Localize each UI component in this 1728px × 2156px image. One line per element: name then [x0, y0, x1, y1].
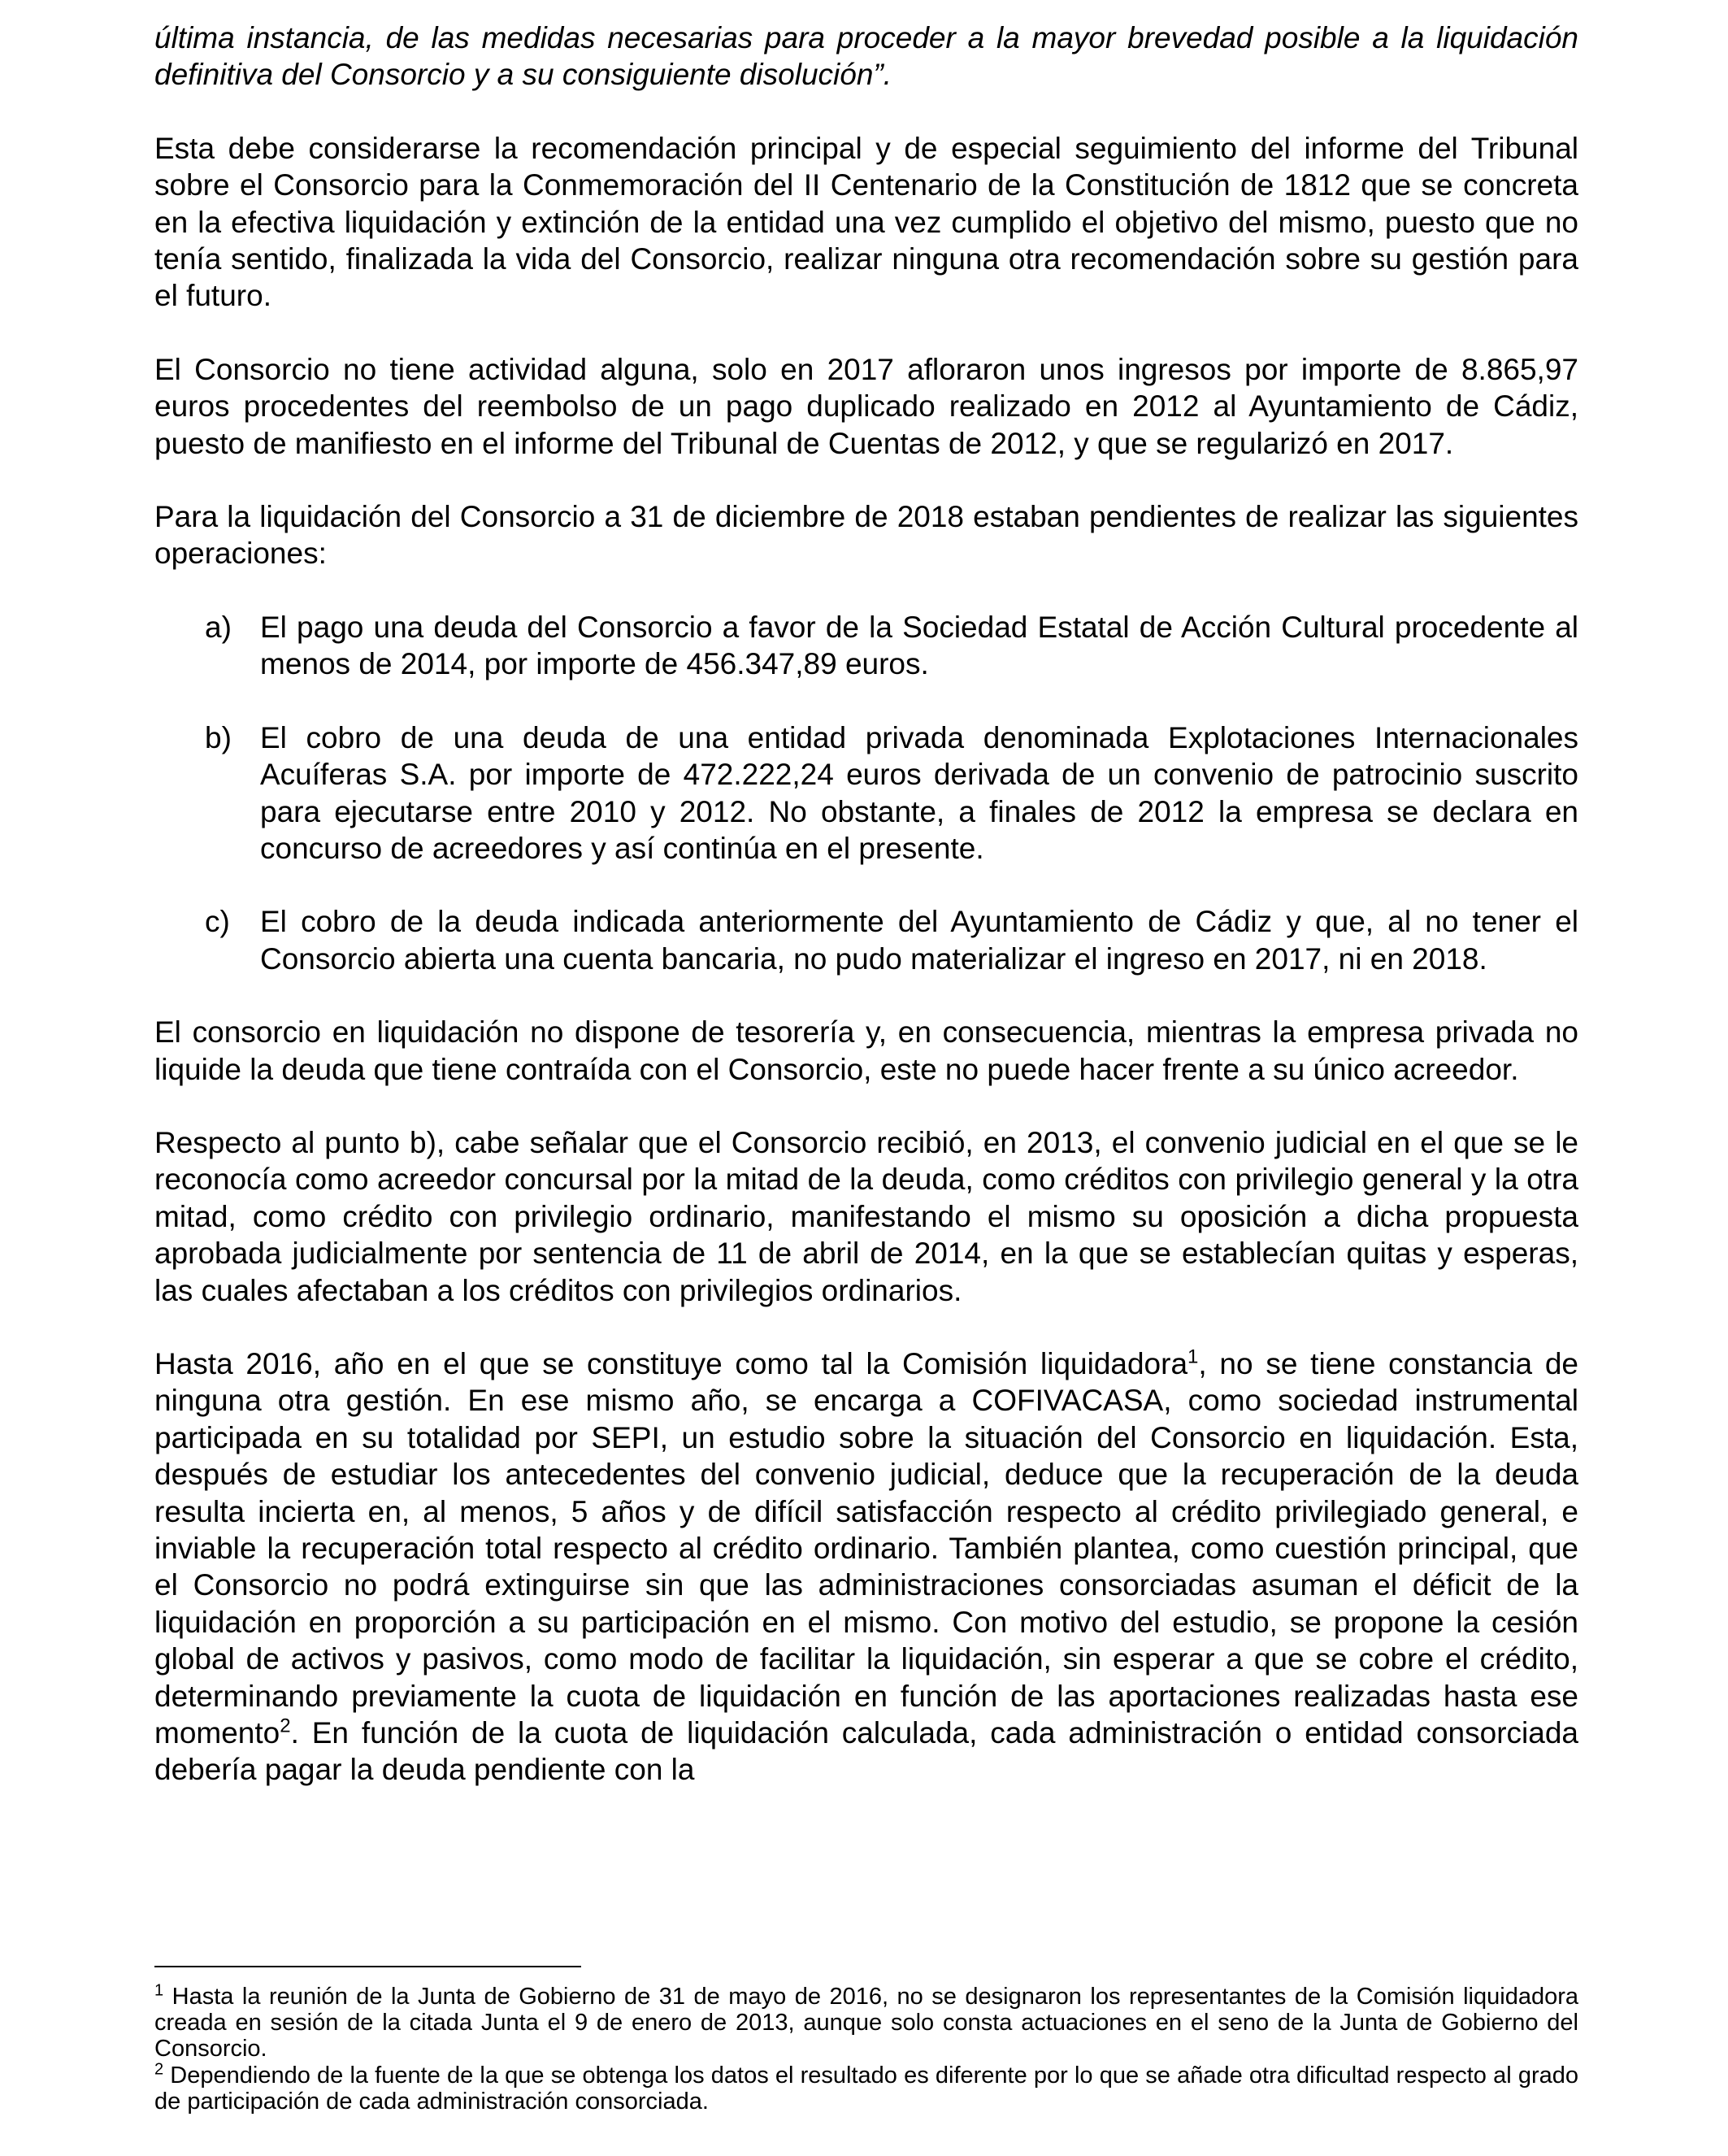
paragraph-liquidation-commission	[154, 1345, 1578, 1789]
footnotes	[154, 1981, 1578, 2115]
list-marker: b)	[205, 720, 232, 754]
paragraph-text: , no se tiene constancia de ninguna otra gestión. En ese mismo año, se encarga a COFIVACASA, como sociedad instrumental participada en su totalidad por SEPI, un estudio sobre la situación del Consorcio en liquidación. Esta, después de estudiar los antecedentes del convenio judicial, deduce que la recuperación de la deuda resulta incierta en, al menos, 5 años y de difícil satisfacción respecto al crédito privilegiado general, e inviable la recuperación total respecto al crédito ordinario. También plantea, como cuestión principal, que el Consorcio no podrá extinguirse sin que las administraciones consorciadas asuman el déficit de la liquidación en proporción a su participación en el mismo. Con motivo del estudio, se propone la cesión global de activos y pasivos, como modo de facilitar la liquidación, sin esperar a que se cobre el crédito, determinando previamente la cuota de liquidación en función de las aportaciones realizadas hasta ese momento	[154, 1346, 1578, 1750]
footnote-2	[154, 2059, 1578, 2115]
paragraph-pending-operations: Para la liquidación del Consorcio a 31 de diciembre de 2018 estaban pendientes de realizar las siguientes operaciones:	[154, 500, 1578, 571]
list-marker: c)	[205, 905, 230, 939]
footnote-text: Hasta la reunión de la Junta de Gobierno de 31 de mayo de 2016, no se designaron los representantes de la Comisión liquidadora creada en sesión de la citada Junta el 9 de enero de 2013, aunque solo consta actuaciones en el seno de la Junta de Gobierno del Consorcio.	[154, 1984, 1578, 2063]
quote-paragraph-end: última instancia, de las medidas necesarias para proceder a la mayor brevedad posible a la liquidación definitiva del Consorcio y a su consiguiente disolución”.	[154, 21, 1578, 92]
footnote-separator	[154, 1966, 581, 1967]
paragraph-point-b: Respecto al punto b), cabe señalar que el Consorcio recibió, en 2013, el convenio judicial en el que se le reconocía como acreedor concursal por la mitad de la deuda, como créditos con privilegio general y la otra mitad, como crédito con privilegio ordinario, manifestando el mismo su oposición a dicha propuesta aprobada judicialmente por sentencia de 11 de abril de 2014, en la que se establecían quitas y esperas, las cuales afectaban a los créditos con privilegios ordinarios.	[154, 1125, 1578, 1307]
footnote-1	[154, 1981, 1578, 2063]
document-page	[154, 20, 1578, 1825]
paragraph-text: Hasta 2016, año en el que se constituye como tal la Comisión liquidadora	[154, 1346, 1188, 1380]
footnote-text: Dependiendo de la fuente de la que se obtenga los datos el resultado es diferente por lo que se añade otra dificultad respecto al grado de participación de cada administración consorciada.	[154, 2062, 1578, 2115]
footnote-ref-1[interactable]: 1	[1187, 1345, 1199, 1368]
list-marker: a)	[205, 610, 232, 644]
paragraph-main-recommendation: Esta debe considerarse la recomendación principal y de especial seguimiento del informe del Tribunal sobre el Consorcio para la Conmemoración del II Centenario de la Constitución de 1812 que se concreta en la efectiva liquidación y extinción de la entidad una vez cumplido el objetivo del mismo, puesto que no tenía sentido, finalizada la vida del Consorcio, realizar ninguna otra recomendación sobre su gestión para el futuro.	[154, 131, 1578, 313]
pending-operations-list	[154, 609, 1578, 977]
list-item	[154, 719, 1578, 867]
list-item-text: El cobro de la deuda indicada anteriormente del Ayuntamiento de Cádiz y que, al no tener el Consorcio abierta una cuenta bancaria, no pudo materializar el ingreso en 2017, ni en 2018.	[260, 905, 1578, 976]
list-item	[154, 609, 1578, 683]
list-item-text: El pago una deuda del Consorcio a favor de la Sociedad Estatal de Acción Cultural procedente al menos de 2014, por importe de 456.347,89 euros.	[260, 610, 1578, 681]
footnote-number: 2	[154, 2059, 164, 2078]
footnote-number: 1	[154, 1981, 164, 2000]
paragraph-treasury: El consorcio en liquidación no dispone de tesorería y, en consecuencia, mientras la empresa privada no liquide la deuda que tiene contraída con el Consorcio, este no puede hacer frente a su único acreedor.	[154, 1015, 1578, 1086]
paragraph-activity: El Consorcio no tiene actividad alguna, solo en 2017 afloraron unos ingresos por importe de 8.865,97 euros procedentes del reembolso de un pago duplicado realizado en 2012 al Ayuntamiento de Cádiz, puesto de manifiesto en el informe del Tribunal de Cuentas de 2012, y que se regularizó en 2017.	[154, 352, 1578, 460]
list-item	[154, 903, 1578, 977]
paragraph-text: . En función de la cuota de liquidación calculada, cada administración o entidad consorciada debería pagar la deuda pendiente con la	[154, 1716, 1578, 1787]
list-item-text: El cobro de una deuda de una entidad privada denominada Explotaciones Internacionales Acuíferas S.A. por importe de 472.222,24 euros derivada de un convenio de patrocinio suscrito para ejecutarse entre 2010 y 2012. No obstante, a finales de 2012 la empresa se declara en concurso de acreedores y así continúa en el presente.	[260, 720, 1578, 865]
footnote-ref-2[interactable]: 2	[280, 1715, 291, 1737]
